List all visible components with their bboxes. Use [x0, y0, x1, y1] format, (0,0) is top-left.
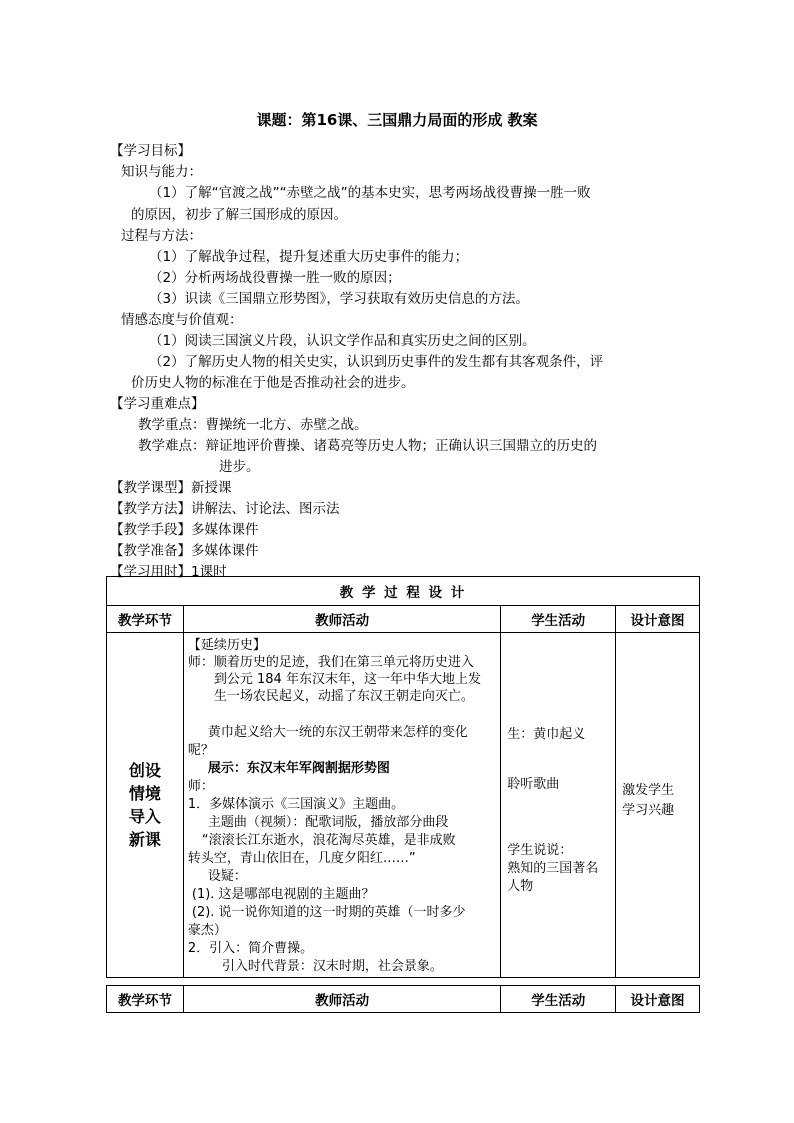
- teacher-line: 师：: [187, 779, 214, 794]
- key-points-header: 【学习重难点】: [110, 396, 205, 412]
- student-say-label: 学生说说：: [507, 843, 573, 858]
- col-header-intent: 设计意图: [616, 606, 700, 633]
- col-header-stage: 教学环节: [107, 606, 184, 633]
- teacher-line: 设疑：: [207, 869, 247, 884]
- stage-label: [107, 759, 183, 851]
- knowledge-label: 知识与能力：: [121, 164, 202, 180]
- teacher-line: “滚滚长江东逝水，浪花淘尽英雄，是非成败: [201, 833, 456, 848]
- col-header-student: 学生活动: [501, 606, 616, 633]
- emotion-label: 情感态度与价值观：: [121, 312, 243, 328]
- teacher-line: 【延续历史】: [187, 638, 266, 653]
- teacher-line: 呢？: [187, 743, 214, 758]
- student-listen: 聆听歌曲: [507, 777, 560, 792]
- col-header-intent: 设计意图: [616, 986, 700, 1013]
- teacher-line: 豪杰）: [187, 923, 227, 938]
- knowledge-item-1: （1）了解“官渡之战”“赤壁之战”的基本史实，思考两场战役曹操一胜一败: [149, 185, 591, 201]
- teaching-means: 【教学手段】多媒体课件: [110, 522, 259, 538]
- stage-cell: [107, 633, 184, 978]
- student-say-text: 熟知的三国著名: [507, 861, 599, 876]
- table-caption: 教 学 过 程 设 计: [107, 577, 700, 606]
- stage-line: 导入: [128, 807, 161, 826]
- intent-line: 学习兴趣: [622, 803, 675, 818]
- col-header-stage: 教学环节: [107, 986, 184, 1013]
- teaching-prep: 【教学准备】多媒体课件: [110, 543, 259, 559]
- process-table-continued: [106, 985, 700, 1013]
- knowledge-item-1-cont: 的原因，初步了解三国形成的原因。: [131, 207, 347, 223]
- course-type: 【教学课型】新授课: [110, 480, 232, 496]
- lesson-title: 课题：第16课、三国鼎力局面的形成 教案: [256, 111, 538, 129]
- stage-line: 情境: [128, 784, 161, 803]
- teacher-line: 到公元 184 年东汉末年，这一年中华大地上发: [213, 672, 481, 687]
- student-answer: 生：黄巾起义: [507, 727, 586, 742]
- process-item-1: （1）了解战争过程，提升复述重大历史事件的能力；: [149, 249, 469, 265]
- study-hours: 【学习用时】1课时: [110, 564, 227, 580]
- teacher-line: 1．多媒体演示《三国演义》主题曲。: [187, 797, 405, 812]
- emotion-item-2-cont: 价历史人物的标准在于他是否推动社会的进步。: [131, 375, 415, 391]
- emotion-item-2: （2）了解历史人物的相关史实，认识到历史事件的发生都有其客观条件，评: [149, 354, 604, 370]
- process-label: 过程与方法：: [121, 228, 202, 244]
- teacher-line: 引入时代背景：汉末时期，社会景象。: [221, 959, 443, 974]
- teacher-line: (2). 说一说你知道的这一时期的英雄（一时多少: [191, 905, 466, 920]
- col-header-teacher: 教师活动: [183, 986, 500, 1013]
- teacher-line: (1). 这是哪部电视剧的主题曲？: [191, 887, 375, 902]
- teacher-line: 2．引入：简介曹操。: [187, 941, 314, 956]
- process-table: [106, 576, 700, 978]
- teaching-method: 【教学方法】讲解法、讨论法、图示法: [110, 501, 340, 517]
- process-item-2: （2）分析两场战役曹操一胜一败的原因；: [149, 270, 401, 286]
- emotion-item-1: （1）阅读三国演义片段，认识文学作品和真实历史之间的区别。: [149, 333, 536, 349]
- stage-line: 创设: [128, 761, 161, 780]
- teacher-line: 主题曲（视频）：配歌词版，播放部分曲段: [207, 815, 449, 830]
- teacher-line-display: 展示：东汉末年军阀割据形势图: [207, 761, 390, 776]
- teacher-line: 黄巾起义给大一统的东汉王朝带来怎样的变化: [207, 725, 468, 740]
- col-header-teacher: 教师活动: [183, 606, 500, 633]
- process-item-3: （3）识读《三国鼎立形势图》，学习获取有效历史信息的方法。: [149, 291, 529, 307]
- design-intent-cell: [616, 633, 700, 978]
- teacher-line: 转头空，青山依旧在，几度夕阳红……”: [187, 851, 416, 866]
- teaching-focus: 教学重点：曹操统一北方、赤壁之战。: [138, 417, 368, 433]
- objectives-header: 【学习目标】: [110, 143, 191, 159]
- student-say-text-cont: 人物: [507, 879, 534, 894]
- teacher-line: 生一场农民起义，动摇了东汉王朝走向灭亡。: [213, 689, 474, 704]
- student-activity-cell: [501, 633, 616, 978]
- col-header-student: 学生活动: [501, 986, 616, 1013]
- teacher-line: 师：顺着历史的足迹，我们在第三单元将历史进入: [187, 655, 474, 670]
- teaching-difficulty: 教学难点：辩证地评价曹操、诸葛亮等历史人物；正确认识三国鼎立的历史的: [138, 438, 597, 454]
- stage-line: 新课: [128, 830, 161, 849]
- teacher-activity-cell: [183, 633, 500, 978]
- teaching-difficulty-cont: 进步。: [219, 459, 260, 475]
- intent-line: 激发学生: [622, 783, 675, 798]
